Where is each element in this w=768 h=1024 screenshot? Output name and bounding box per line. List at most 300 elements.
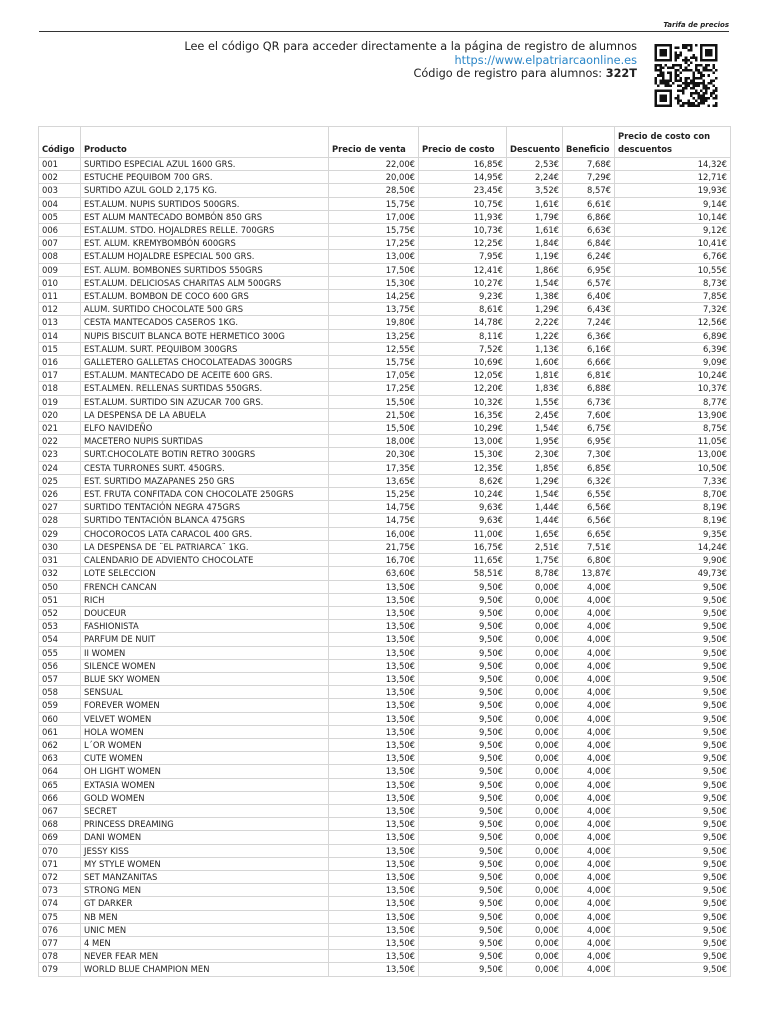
product-cell: EST.ALUM. SURTIDO SIN AZUCAR 700 GRS. <box>81 395 329 408</box>
table-row <box>39 210 731 223</box>
profit-cell: 4,00€ <box>563 725 615 738</box>
cost-price-cell: 16,85€ <box>419 158 507 171</box>
sale-price-cell: 13,50€ <box>329 884 419 897</box>
registration-url[interactable]: https://www.elpatriarcaonline.es <box>454 53 637 67</box>
table-row <box>39 290 731 303</box>
sale-price-cell: 15,75€ <box>329 197 419 210</box>
code-cell: 069 <box>39 831 81 844</box>
table-row <box>39 963 731 976</box>
discounted-cost-cell: 10,41€ <box>615 237 731 250</box>
discounted-cost-cell: 12,56€ <box>615 316 731 329</box>
table-row <box>39 158 731 171</box>
cost-price-cell: 10,24€ <box>419 488 507 501</box>
code-cell: 016 <box>39 356 81 369</box>
cost-price-cell: 16,75€ <box>419 540 507 553</box>
product-cell: EST.ALUM. NUPIS SURTIDOS 500GRS. <box>81 197 329 210</box>
product-cell: CESTA MANTECADOS CASEROS 1KG. <box>81 316 329 329</box>
product-cell: EXTASIA WOMEN <box>81 778 329 791</box>
code-cell: 008 <box>39 250 81 263</box>
code-cell: 067 <box>39 804 81 817</box>
discount-cell: 1,81€ <box>507 369 563 382</box>
code-cell: 071 <box>39 857 81 870</box>
profit-cell: 6,40€ <box>563 290 615 303</box>
discount-cell: 0,00€ <box>507 897 563 910</box>
code-cell: 072 <box>39 870 81 883</box>
product-cell: MY STYLE WOMEN <box>81 857 329 870</box>
discounted-cost-cell: 9,50€ <box>615 672 731 685</box>
profit-cell: 4,00€ <box>563 606 615 619</box>
code-cell: 056 <box>39 659 81 672</box>
profit-cell: 6,80€ <box>563 554 615 567</box>
discount-cell: 1,60€ <box>507 356 563 369</box>
code-cell: 018 <box>39 382 81 395</box>
discount-cell: 0,00€ <box>507 857 563 870</box>
product-cell: CUTE WOMEN <box>81 752 329 765</box>
table-row <box>39 540 731 553</box>
product-cell: SURTIDO ESPECIAL AZUL 1600 GRS. <box>81 158 329 171</box>
sale-price-cell: 13,50€ <box>329 752 419 765</box>
column-header-discount: Descuento <box>507 127 563 158</box>
discount-cell: 0,00€ <box>507 633 563 646</box>
discounted-cost-cell: 12,71€ <box>615 171 731 184</box>
discount-cell: 1,44€ <box>507 501 563 514</box>
profit-cell: 4,00€ <box>563 593 615 606</box>
sale-price-cell: 13,50€ <box>329 633 419 646</box>
code-cell: 020 <box>39 408 81 421</box>
discounted-cost-cell: 9,90€ <box>615 554 731 567</box>
sale-price-cell: 19,80€ <box>329 316 419 329</box>
header-info <box>184 40 637 81</box>
product-cell: GALLETERO GALLETAS CHOCOLATEADAS 300GRS <box>81 356 329 369</box>
table-row <box>39 936 731 949</box>
cost-price-cell: 10,27€ <box>419 276 507 289</box>
discount-cell: 0,00€ <box>507 672 563 685</box>
sale-price-cell: 13,75€ <box>329 303 419 316</box>
profit-cell: 6,43€ <box>563 303 615 316</box>
code-cell: 025 <box>39 474 81 487</box>
discount-cell: 0,00€ <box>507 606 563 619</box>
table-row <box>39 567 731 580</box>
product-cell: EST. FRUTA CONFITADA CON CHOCOLATE 250GRS <box>81 488 329 501</box>
profit-cell: 4,00€ <box>563 923 615 936</box>
discounted-cost-cell: 13,90€ <box>615 408 731 421</box>
sale-price-cell: 13,50€ <box>329 606 419 619</box>
table-row <box>39 488 731 501</box>
profit-cell: 4,00€ <box>563 672 615 685</box>
column-header-profit: Beneficio <box>563 127 615 158</box>
profit-cell: 4,00€ <box>563 831 615 844</box>
product-cell: HOLA WOMEN <box>81 725 329 738</box>
code-cell: 066 <box>39 791 81 804</box>
profit-cell: 4,00€ <box>563 950 615 963</box>
qr-code-icon[interactable] <box>651 44 721 107</box>
profit-cell: 4,00€ <box>563 712 615 725</box>
table-row <box>39 448 731 461</box>
column-header-cost-price: Precio de costo <box>419 127 507 158</box>
product-cell: STRONG MEN <box>81 884 329 897</box>
discount-cell: 0,00€ <box>507 765 563 778</box>
cost-price-cell: 7,52€ <box>419 342 507 355</box>
cost-price-cell: 58,51€ <box>419 567 507 580</box>
discounted-cost-cell: 9,50€ <box>615 844 731 857</box>
table-row <box>39 342 731 355</box>
discount-cell: 0,00€ <box>507 923 563 936</box>
code-cell: 002 <box>39 171 81 184</box>
cost-price-cell: 16,35€ <box>419 408 507 421</box>
profit-cell: 6,65€ <box>563 527 615 540</box>
registration-code-label: Código de registro para alumnos: <box>413 67 603 81</box>
cost-price-cell: 14,95€ <box>419 171 507 184</box>
cost-price-cell: 10,29€ <box>419 422 507 435</box>
sale-price-cell: 13,50€ <box>329 857 419 870</box>
discount-cell: 0,00€ <box>507 752 563 765</box>
product-cell: ALUM. SURTIDO CHOCOLATE 500 GRS <box>81 303 329 316</box>
profit-cell: 6,16€ <box>563 342 615 355</box>
product-cell: LA DESPENSA DE LA ABUELA <box>81 408 329 421</box>
discount-cell: 0,00€ <box>507 884 563 897</box>
cost-price-cell: 12,20€ <box>419 382 507 395</box>
cost-price-cell: 9,63€ <box>419 501 507 514</box>
discount-cell: 0,00€ <box>507 936 563 949</box>
code-cell: 015 <box>39 342 81 355</box>
sale-price-cell: 12,55€ <box>329 342 419 355</box>
discounted-cost-cell: 9,50€ <box>615 910 731 923</box>
cost-price-cell: 10,73€ <box>419 224 507 237</box>
code-cell: 064 <box>39 765 81 778</box>
discount-cell: 0,00€ <box>507 950 563 963</box>
cost-price-cell: 15,30€ <box>419 448 507 461</box>
discounted-cost-cell: 49,73€ <box>615 567 731 580</box>
discounted-cost-cell: 9,50€ <box>615 633 731 646</box>
product-cell: DANI WOMEN <box>81 831 329 844</box>
table-row <box>39 778 731 791</box>
table-row <box>39 316 731 329</box>
table-row <box>39 620 731 633</box>
profit-cell: 6,32€ <box>563 474 615 487</box>
cost-price-cell: 9,50€ <box>419 725 507 738</box>
sale-price-cell: 14,75€ <box>329 514 419 527</box>
code-cell: 010 <box>39 276 81 289</box>
product-cell: DOUCEUR <box>81 606 329 619</box>
table-body <box>39 158 731 977</box>
discounted-cost-cell: 9,50€ <box>615 936 731 949</box>
profit-cell: 7,68€ <box>563 158 615 171</box>
discount-cell: 0,00€ <box>507 778 563 791</box>
sale-price-cell: 13,50€ <box>329 593 419 606</box>
table-row <box>39 633 731 646</box>
table-row <box>39 408 731 421</box>
cost-price-cell: 11,93€ <box>419 210 507 223</box>
cost-price-cell: 9,50€ <box>419 633 507 646</box>
table-row <box>39 501 731 514</box>
profit-cell: 6,73€ <box>563 395 615 408</box>
cost-price-cell: 11,65€ <box>419 554 507 567</box>
discounted-cost-cell: 9,50€ <box>615 963 731 976</box>
sale-price-cell: 15,50€ <box>329 422 419 435</box>
discounted-cost-cell: 9,50€ <box>615 870 731 883</box>
discounted-cost-cell: 14,32€ <box>615 158 731 171</box>
cost-price-cell: 9,50€ <box>419 870 507 883</box>
discount-cell: 1,54€ <box>507 488 563 501</box>
discount-cell: 0,00€ <box>507 791 563 804</box>
cost-price-cell: 14,78€ <box>419 316 507 329</box>
code-cell: 053 <box>39 620 81 633</box>
table-row <box>39 435 731 448</box>
profit-cell: 6,88€ <box>563 382 615 395</box>
cost-price-cell: 9,50€ <box>419 963 507 976</box>
profit-cell: 6,95€ <box>563 435 615 448</box>
cost-price-cell: 8,61€ <box>419 303 507 316</box>
table-row <box>39 791 731 804</box>
sale-price-cell: 17,05€ <box>329 369 419 382</box>
sale-price-cell: 13,50€ <box>329 831 419 844</box>
product-cell: SURT.CHOCOLATE BOTIN RETRO 300GRS <box>81 448 329 461</box>
discount-cell: 0,00€ <box>507 738 563 751</box>
discounted-cost-cell: 9,50€ <box>615 831 731 844</box>
discount-cell: 1,84€ <box>507 237 563 250</box>
cost-price-cell: 12,05€ <box>419 369 507 382</box>
profit-cell: 6,84€ <box>563 237 615 250</box>
code-cell: 031 <box>39 554 81 567</box>
sale-price-cell: 18,00€ <box>329 435 419 448</box>
discount-cell: 0,00€ <box>507 712 563 725</box>
cost-price-cell: 9,50€ <box>419 712 507 725</box>
table-row <box>39 276 731 289</box>
discount-cell: 2,24€ <box>507 171 563 184</box>
profit-cell: 7,51€ <box>563 540 615 553</box>
sale-price-cell: 14,25€ <box>329 290 419 303</box>
sale-price-cell: 13,50€ <box>329 963 419 976</box>
product-cell: EST.ALUM. SURT. PEQUIBOM 300GRS <box>81 342 329 355</box>
discount-cell: 0,00€ <box>507 831 563 844</box>
product-cell: LA DESPENSA DE ¨EL PATRIARCA¨ 1KG. <box>81 540 329 553</box>
discounted-cost-cell: 9,50€ <box>615 686 731 699</box>
table-row <box>39 263 731 276</box>
code-cell: 063 <box>39 752 81 765</box>
table-row <box>39 884 731 897</box>
table-row <box>39 950 731 963</box>
header-rule <box>39 31 729 32</box>
cost-price-cell: 9,50€ <box>419 857 507 870</box>
sale-price-cell: 13,50€ <box>329 699 419 712</box>
code-cell: 023 <box>39 448 81 461</box>
code-cell: 013 <box>39 316 81 329</box>
discounted-cost-cell: 8,73€ <box>615 276 731 289</box>
table-row <box>39 171 731 184</box>
table-row <box>39 818 731 831</box>
code-cell: 076 <box>39 923 81 936</box>
sale-price-cell: 17,35€ <box>329 461 419 474</box>
sale-price-cell: 21,75€ <box>329 540 419 553</box>
code-cell: 079 <box>39 963 81 976</box>
profit-cell: 6,56€ <box>563 501 615 514</box>
code-cell: 078 <box>39 950 81 963</box>
product-cell: 4 MEN <box>81 936 329 949</box>
discounted-cost-cell: 9,50€ <box>615 765 731 778</box>
profit-cell: 7,30€ <box>563 448 615 461</box>
discount-cell: 1,61€ <box>507 197 563 210</box>
profit-cell: 6,63€ <box>563 224 615 237</box>
discounted-cost-cell: 9,50€ <box>615 606 731 619</box>
discounted-cost-cell: 9,35€ <box>615 527 731 540</box>
discount-cell: 0,00€ <box>507 593 563 606</box>
discounted-cost-cell: 10,55€ <box>615 263 731 276</box>
discounted-cost-cell: 9,50€ <box>615 712 731 725</box>
sale-price-cell: 13,50€ <box>329 659 419 672</box>
profit-cell: 6,57€ <box>563 276 615 289</box>
cost-price-cell: 9,50€ <box>419 818 507 831</box>
cost-price-cell: 12,25€ <box>419 237 507 250</box>
cost-price-cell: 9,50€ <box>419 672 507 685</box>
sale-price-cell: 13,50€ <box>329 936 419 949</box>
cost-price-cell: 23,45€ <box>419 184 507 197</box>
discounted-cost-cell: 10,37€ <box>615 382 731 395</box>
discount-cell: 1,29€ <box>507 474 563 487</box>
product-cell: NB MEN <box>81 910 329 923</box>
discounted-cost-cell: 9,50€ <box>615 818 731 831</box>
cost-price-cell: 9,50€ <box>419 778 507 791</box>
table-header-row <box>39 127 731 158</box>
sale-price-cell: 15,75€ <box>329 356 419 369</box>
code-cell: 074 <box>39 897 81 910</box>
sale-price-cell: 15,50€ <box>329 395 419 408</box>
discount-cell: 8,78€ <box>507 567 563 580</box>
product-cell: NUPIS BISCUIT BLANCA BOTE HERMETICO 300G <box>81 329 329 342</box>
cost-price-cell: 8,62€ <box>419 474 507 487</box>
table-row <box>39 197 731 210</box>
profit-cell: 7,29€ <box>563 171 615 184</box>
cost-price-cell: 9,50€ <box>419 804 507 817</box>
discounted-cost-cell: 9,50€ <box>615 804 731 817</box>
cost-price-cell: 9,50€ <box>419 659 507 672</box>
discount-cell: 0,00€ <box>507 844 563 857</box>
code-cell: 003 <box>39 184 81 197</box>
discount-cell: 1,19€ <box>507 250 563 263</box>
table-row <box>39 752 731 765</box>
discounted-cost-cell: 8,19€ <box>615 501 731 514</box>
column-header-discounted-cost: Precio de costo con descuentos <box>615 127 731 158</box>
code-cell: 028 <box>39 514 81 527</box>
cost-price-cell: 9,50€ <box>419 580 507 593</box>
cost-price-cell: 9,50€ <box>419 884 507 897</box>
discount-cell: 2,51€ <box>507 540 563 553</box>
sale-price-cell: 21,50€ <box>329 408 419 421</box>
code-cell: 062 <box>39 738 81 751</box>
discounted-cost-cell: 9,50€ <box>615 580 731 593</box>
product-cell: GOLD WOMEN <box>81 791 329 804</box>
cost-price-cell: 9,50€ <box>419 936 507 949</box>
sale-price-cell: 17,25€ <box>329 382 419 395</box>
sale-price-cell: 13,50€ <box>329 580 419 593</box>
sale-price-cell: 13,50€ <box>329 844 419 857</box>
cost-price-cell: 9,50€ <box>419 950 507 963</box>
table-row <box>39 659 731 672</box>
product-cell: GT DARKER <box>81 897 329 910</box>
sale-price-cell: 13,50€ <box>329 870 419 883</box>
discount-cell: 0,00€ <box>507 580 563 593</box>
price-table <box>38 126 731 977</box>
cost-price-cell: 10,32€ <box>419 395 507 408</box>
discounted-cost-cell: 7,85€ <box>615 290 731 303</box>
code-cell: 007 <box>39 237 81 250</box>
cost-price-cell: 9,50€ <box>419 620 507 633</box>
product-cell: SECRET <box>81 804 329 817</box>
discount-cell: 3,52€ <box>507 184 563 197</box>
cost-price-cell: 10,75€ <box>419 197 507 210</box>
cost-price-cell: 9,23€ <box>419 290 507 303</box>
discounted-cost-cell: 9,50€ <box>615 699 731 712</box>
profit-cell: 4,00€ <box>563 936 615 949</box>
discounted-cost-cell: 10,14€ <box>615 210 731 223</box>
profit-cell: 4,00€ <box>563 910 615 923</box>
table-row <box>39 804 731 817</box>
code-cell: 068 <box>39 818 81 831</box>
sale-price-cell: 22,00€ <box>329 158 419 171</box>
sale-price-cell: 13,50€ <box>329 897 419 910</box>
profit-cell: 4,00€ <box>563 620 615 633</box>
cost-price-cell: 9,50€ <box>419 910 507 923</box>
cost-price-cell: 9,50€ <box>419 897 507 910</box>
cost-price-cell: 12,35€ <box>419 461 507 474</box>
table-row <box>39 765 731 778</box>
cost-price-cell: 9,50€ <box>419 923 507 936</box>
code-cell: 009 <box>39 263 81 276</box>
discount-cell: 1,54€ <box>507 422 563 435</box>
code-cell: 061 <box>39 725 81 738</box>
profit-cell: 4,00€ <box>563 686 615 699</box>
discount-cell: 1,75€ <box>507 554 563 567</box>
code-cell: 054 <box>39 633 81 646</box>
sale-price-cell: 13,00€ <box>329 250 419 263</box>
table-row <box>39 923 731 936</box>
table-row <box>39 554 731 567</box>
table-row <box>39 369 731 382</box>
profit-cell: 4,00€ <box>563 857 615 870</box>
profit-cell: 4,00€ <box>563 884 615 897</box>
table-row <box>39 857 731 870</box>
code-cell: 050 <box>39 580 81 593</box>
code-cell: 024 <box>39 461 81 474</box>
discounted-cost-cell: 9,50€ <box>615 752 731 765</box>
table-row <box>39 606 731 619</box>
product-cell: UNIC MEN <box>81 923 329 936</box>
sale-price-cell: 13,50€ <box>329 778 419 791</box>
cost-price-cell: 9,50€ <box>419 646 507 659</box>
discounted-cost-cell: 9,50€ <box>615 884 731 897</box>
sale-price-cell: 13,65€ <box>329 474 419 487</box>
code-cell: 030 <box>39 540 81 553</box>
sale-price-cell: 20,30€ <box>329 448 419 461</box>
column-header-code: Código <box>39 127 81 158</box>
cost-price-cell: 9,63€ <box>419 514 507 527</box>
discount-cell: 0,00€ <box>507 659 563 672</box>
product-cell: EST. ALUM. KREMYBOMBÓN 600GRS <box>81 237 329 250</box>
discounted-cost-cell: 6,89€ <box>615 329 731 342</box>
code-cell: 017 <box>39 369 81 382</box>
sale-price-cell: 13,50€ <box>329 791 419 804</box>
profit-cell: 4,00€ <box>563 870 615 883</box>
discount-cell: 0,00€ <box>507 910 563 923</box>
profit-cell: 4,00€ <box>563 791 615 804</box>
table-row <box>39 250 731 263</box>
sale-price-cell: 63,60€ <box>329 567 419 580</box>
discount-cell: 1,61€ <box>507 224 563 237</box>
sale-price-cell: 13,50€ <box>329 620 419 633</box>
table-row <box>39 224 731 237</box>
profit-cell: 4,00€ <box>563 765 615 778</box>
product-cell: EST ALUM MANTECADO BOMBÓN 850 GRS <box>81 210 329 223</box>
discounted-cost-cell: 7,33€ <box>615 474 731 487</box>
